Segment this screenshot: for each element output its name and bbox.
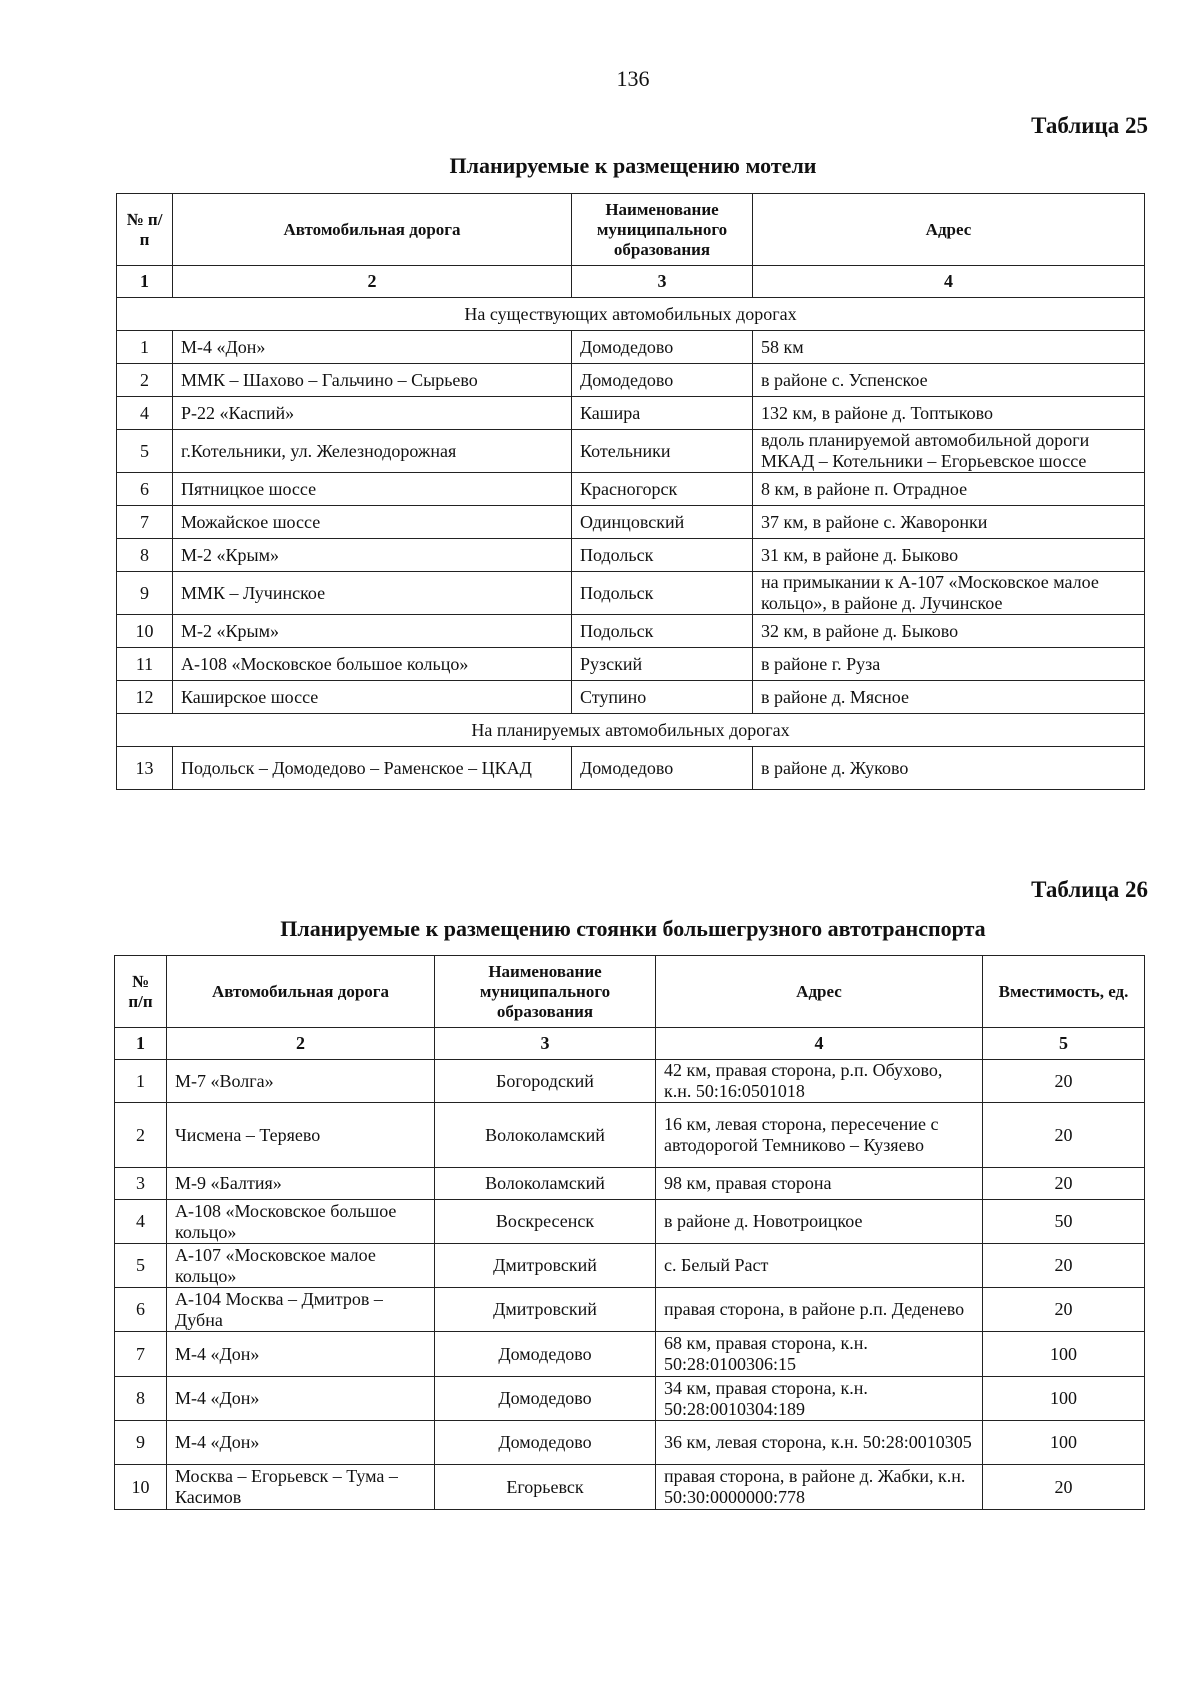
cell-road: М-9 «Балтия»: [167, 1168, 435, 1200]
table-row: [117, 331, 1145, 364]
cell-number: 5: [117, 430, 173, 473]
cell-address: 42 км, правая сторона, р.п. Обухово, к.н. 50:16:0501018: [656, 1060, 983, 1103]
cell-municipality: Домодедово: [572, 747, 753, 790]
column-number: 4: [656, 1028, 983, 1060]
cell-road: А-104 Москва – Дмитров – Дубна: [167, 1288, 435, 1332]
column-number: 1: [115, 1028, 167, 1060]
cell-capacity: 20: [983, 1168, 1145, 1200]
cell-capacity: 100: [983, 1421, 1145, 1465]
cell-municipality: Богородский: [435, 1060, 656, 1103]
cell-road: Москва – Егорьевск – Тума – Касимов: [167, 1465, 435, 1510]
cell-capacity: 20: [983, 1288, 1145, 1332]
section-heading: На планируемых автомобильных дорогах: [117, 714, 1145, 747]
cell-address: в районе д. Новотроицкое: [656, 1200, 983, 1244]
cell-municipality: Одинцовский: [572, 506, 753, 539]
table-row: [117, 364, 1145, 397]
table-row: [115, 1288, 1145, 1332]
table-row: [115, 1168, 1145, 1200]
cell-number: 4: [117, 397, 173, 430]
table-row: [115, 1377, 1145, 1421]
table-row: [115, 1060, 1145, 1103]
table-row: [117, 506, 1145, 539]
header-number: № п/п: [117, 194, 173, 266]
cell-address: на примыкании к А-107 «Московское малое кольцо», в районе д. Лучинское: [753, 572, 1145, 615]
cell-address: 16 км, левая сторона, пересечение с автодорогой Темниково – Кузяево: [656, 1103, 983, 1168]
header-road: Автомобильная дорога: [173, 194, 572, 266]
cell-capacity: 50: [983, 1200, 1145, 1244]
table-row: [117, 473, 1145, 506]
cell-road: М-4 «Дон»: [167, 1377, 435, 1421]
column-numbers-row: [117, 266, 1145, 298]
cell-municipality: Котельники: [572, 430, 753, 473]
motels-table: [116, 193, 1145, 790]
cell-municipality: Домодедово: [572, 364, 753, 397]
cell-municipality: Волоколамский: [435, 1103, 656, 1168]
cell-capacity: 100: [983, 1377, 1145, 1421]
column-number: 2: [173, 266, 572, 298]
cell-municipality: Дмитровский: [435, 1288, 656, 1332]
cell-municipality: Дмитровский: [435, 1244, 656, 1288]
cell-municipality: Домодедово: [435, 1377, 656, 1421]
cell-road: А-108 «Московское большое кольцо»: [173, 648, 572, 681]
column-number: 1: [117, 266, 173, 298]
cell-address: правая сторона, в районе д. Жабки, к.н. 50:30:0000000:778: [656, 1465, 983, 1510]
cell-road: Пятницкое шоссе: [173, 473, 572, 506]
section-row: [117, 714, 1145, 747]
table-row: [117, 681, 1145, 714]
cell-address: в районе г. Руза: [753, 648, 1145, 681]
table-row: [117, 430, 1145, 473]
cell-address: 58 км: [753, 331, 1145, 364]
cell-road: М-4 «Дон»: [167, 1421, 435, 1465]
cell-municipality: Егорьевск: [435, 1465, 656, 1510]
column-number: 3: [435, 1028, 656, 1060]
table-row: [117, 747, 1145, 790]
cell-road: А-107 «Московское малое кольцо»: [167, 1244, 435, 1288]
table-row: [115, 1421, 1145, 1465]
cell-address: в районе д. Мясное: [753, 681, 1145, 714]
table-25-title: Планируемые к размещению мотели: [449, 153, 817, 178]
cell-municipality: Домодедово: [435, 1421, 656, 1465]
column-number: 5: [983, 1028, 1145, 1060]
column-number: 4: [753, 266, 1145, 298]
table-row: [117, 539, 1145, 572]
cell-number: 7: [115, 1332, 167, 1377]
cell-municipality: Ступино: [572, 681, 753, 714]
cell-address: вдоль планируемой автомобильной дороги МКАД – Котельники – Егорьевское шоссе: [753, 430, 1145, 473]
table-26-title: Планируемые к размещению стоянки большегрузного автотранспорта: [280, 916, 986, 941]
header-address: Адрес: [753, 194, 1145, 266]
table-row: [115, 1103, 1145, 1168]
cell-address: 68 км, правая сторона, к.н. 50:28:0100306:15: [656, 1332, 983, 1377]
cell-road: Чисмена – Теряево: [167, 1103, 435, 1168]
column-number: 2: [167, 1028, 435, 1060]
cell-number: 9: [115, 1421, 167, 1465]
cell-address: 8 км, в районе п. Отрадное: [753, 473, 1145, 506]
cell-road: Р-22 «Каспий»: [173, 397, 572, 430]
cell-address: с. Белый Раст: [656, 1244, 983, 1288]
table-row: [115, 1465, 1145, 1510]
cell-municipality: Домодедово: [572, 331, 753, 364]
cell-road: М-4 «Дон»: [167, 1332, 435, 1377]
table-row: [117, 397, 1145, 430]
cell-address: 31 км, в районе д. Быково: [753, 539, 1145, 572]
cell-number: 13: [117, 747, 173, 790]
cell-number: 6: [117, 473, 173, 506]
cell-road: г.Котельники, ул. Железнодорожная: [173, 430, 572, 473]
cell-municipality: Подольск: [572, 539, 753, 572]
table-26-label: Таблица 26: [1031, 877, 1148, 902]
cell-municipality: Кашира: [572, 397, 753, 430]
cell-number: 2: [117, 364, 173, 397]
table-row: [117, 648, 1145, 681]
cell-road: ММК – Шахово – Гальчино – Сырьево: [173, 364, 572, 397]
cell-address: 32 км, в районе д. Быково: [753, 615, 1145, 648]
cell-address: 37 км, в районе с. Жаворонки: [753, 506, 1145, 539]
table-row: [115, 1200, 1145, 1244]
cell-number: 12: [117, 681, 173, 714]
cell-number: 6: [115, 1288, 167, 1332]
column-numbers-row: [115, 1028, 1145, 1060]
table-row: [117, 572, 1145, 615]
cell-road: М-2 «Крым»: [173, 539, 572, 572]
cell-municipality: Подольск: [572, 615, 753, 648]
cell-number: 2: [115, 1103, 167, 1168]
cell-address: в районе с. Успенское: [753, 364, 1145, 397]
section-row: [117, 298, 1145, 331]
cell-municipality: Воскресенск: [435, 1200, 656, 1244]
table-25-label: Таблица 25: [1031, 113, 1148, 138]
cell-road: ММК – Лучинское: [173, 572, 572, 615]
cell-number: 4: [115, 1200, 167, 1244]
cell-address: в районе д. Жуково: [753, 747, 1145, 790]
cell-road: Подольск – Домодедово – Раменское – ЦКАД: [173, 747, 572, 790]
cell-municipality: Подольск: [572, 572, 753, 615]
cell-number: 8: [115, 1377, 167, 1421]
header-address: Адрес: [656, 956, 983, 1028]
header-capacity: Вместимость, ед.: [983, 956, 1145, 1028]
cell-address: 34 км, правая сторона, к.н. 50:28:0010304:189: [656, 1377, 983, 1421]
cell-municipality: Красногорск: [572, 473, 753, 506]
cell-capacity: 20: [983, 1465, 1145, 1510]
table-row: [115, 1244, 1145, 1288]
cell-address: правая сторона, в районе р.п. Деденево: [656, 1288, 983, 1332]
column-number: 3: [572, 266, 753, 298]
cell-number: 1: [115, 1060, 167, 1103]
header-road: Автомобильная дорога: [167, 956, 435, 1028]
truck-parking-table: [114, 955, 1145, 1510]
header-number: № п/п: [115, 956, 167, 1028]
cell-number: 3: [115, 1168, 167, 1200]
cell-number: 10: [115, 1465, 167, 1510]
table-row: [117, 615, 1145, 648]
cell-road: Каширское шоссе: [173, 681, 572, 714]
section-heading: На существующих автомобильных дорогах: [117, 298, 1145, 331]
cell-address: 98 км, правая сторона: [656, 1168, 983, 1200]
cell-municipality: Волоколамский: [435, 1168, 656, 1200]
table-row: [115, 1332, 1145, 1377]
cell-number: 9: [117, 572, 173, 615]
cell-municipality: Рузский: [572, 648, 753, 681]
cell-number: 8: [117, 539, 173, 572]
cell-number: 1: [117, 331, 173, 364]
cell-road: А-108 «Московское большое кольцо»: [167, 1200, 435, 1244]
cell-road: М-7 «Волга»: [167, 1060, 435, 1103]
cell-road: М-4 «Дон»: [173, 331, 572, 364]
cell-road: М-2 «Крым»: [173, 615, 572, 648]
cell-number: 7: [117, 506, 173, 539]
cell-municipality: Домодедово: [435, 1332, 656, 1377]
header-municipality: Наименование муниципального образования: [435, 956, 656, 1028]
cell-capacity: 20: [983, 1060, 1145, 1103]
cell-capacity: 20: [983, 1103, 1145, 1168]
cell-capacity: 20: [983, 1244, 1145, 1288]
cell-address: 132 км, в районе д. Топтыково: [753, 397, 1145, 430]
header-municipality: Наименование муниципального образования: [572, 194, 753, 266]
page-number: 136: [616, 66, 650, 91]
cell-capacity: 100: [983, 1332, 1145, 1377]
cell-road: Можайское шоссе: [173, 506, 572, 539]
cell-number: 11: [117, 648, 173, 681]
cell-address: 36 км, левая сторона, к.н. 50:28:0010305: [656, 1421, 983, 1465]
cell-number: 10: [117, 615, 173, 648]
cell-number: 5: [115, 1244, 167, 1288]
